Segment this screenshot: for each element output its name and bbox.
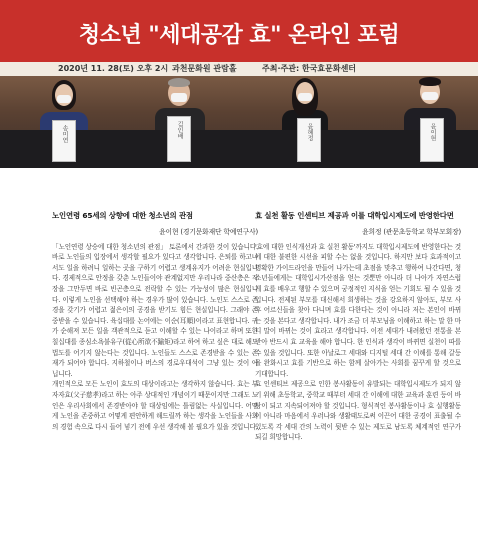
- forum-photo: [0, 0, 478, 168]
- nameplate-3: [297, 118, 321, 162]
- left-article-paragraph: 「노인연령 상승에 대한 청소년의 관점」 토론에서 간과한 것이 있습니다. 바로 노인들의 입장에서 생각할 필요가 있다고 생각합니다. 은퇴를 하고나서도 일을 하려니 일하는 곳을 구하기 어렵고 생계유지가 어려운 현실입니다. 경제적으로 안정을 갖춘 노인들이야 관계없지만 우리나라 중산층은 직장을 그만두면 바로 빈곤층으로 전락할 수 있는 가능성이 많은 현실입니다. 이렇게 노인을 선택해야 하는 경우가 많이 있습니다. 노인도 스스로 존경을 갖기가 어렵고 젊은이의 공경을 받기도 힘든 현실입니다. 그래야 존중받을 수 있습니다. 육십대를 논어에는 이순(耳順)이라고 표현합니다. 귀가 순해져 모든 일을 객관적으로 듣고 이해할 수 있는 나이라고 하며 또한 칠십대를 종심소욕불유구(從心所欲不踰矩)라고 하여 하고 싶은 대로 해도 법도를 어기지 않는다는 것입니다. 노인들도 스스로 존경받을 수 있는 존재가 되어야 합니다. 지하철이나 버스의 경로우대석이 그냥 있는 것이 아닙니다.: [52, 242, 258, 378]
- banner-subbar: [0, 62, 478, 76]
- event-venue: 과천문화원 관람홀: [172, 64, 237, 73]
- right-article-paragraph: 효 인센티브 제공으로 인한 봉사활동이 유발되는 대학입시제도가 되지 않기 위해 초등학교, 중학교 때부터 세대 간 이해에 대한 교육과 훈련 등이 바탕이 되고 지속되어져야 할 것입니다. 형식적인 봉사활동이나 효 실행활동이 아니라 마음에서 우러나와 생활태도로써 이끈어 대한 공경이 표출될 수 있도록 각 세대 간의 노력이 뒷받 수 있는 제도로 남도록 체계적인 연구가 되길 희망합니다.: [255, 380, 461, 442]
- nameplate-1: [52, 120, 76, 162]
- nameplate-3-text: 윤혜정: [306, 123, 313, 141]
- event-date: 2020년 11. 28(토) 오후 2시: [58, 64, 169, 73]
- right-article-title: 효 실천 활동 인센티브 제공과 이를 대학입시제도에 반영한다면: [255, 211, 454, 220]
- nameplate-4-text: 윤이현: [429, 123, 436, 141]
- forum-banner: [0, 0, 478, 62]
- event-host: 주최·주관: 한국효문화센터: [262, 64, 357, 73]
- left-article: [52, 210, 258, 432]
- right-article-byline: 윤희정 (관문초등학교 학부모회장): [362, 228, 461, 236]
- nameplate-2-text: 김인배: [176, 121, 183, 139]
- left-article-byline: 윤이현 (경기문화재단 학예연구사): [159, 228, 258, 236]
- left-article-title: 노인연령 65세의 상향에 대한 청소년의 관점: [52, 211, 193, 220]
- nameplate-2: [167, 116, 191, 162]
- banner-title: 청소년 "세대공감 효" 온라인 포럼: [78, 23, 400, 48]
- right-article-paragraph: '효에 대한 인식개선과 효 실천 활동'까지도 대학입시제도에 반영한다는 것에 대한 불편한 시선을 피할 수는 없을 것입니다. 하지만 보다 효과적이고 명확한 가이드라인을 만들어 나가는데 초점을 맞추고 행하여 나간다면, 청소년들에게는 대학입시가산점을 얻는 것뿐만 아니라 더 나아가 자연스럽게 효를 배우고 행할 수 있으며 궁정적인 지식을 얻는 기회도 될 수 있을 것입니다. 전제된 부모를 대신해서 희생하는 것을 강요하지 않아도, 부모 사후 어르신들을 찾아 다니며 효를 다한다는 것이 아니라 저는 본인이 바뀌는 것을 본다고 생각합니다. 내가 조금 더 부모님을 이해하고 하는 말 한 마디 말이 바뀌는 것이 효라고 생각합니다. 이전 세대가 내려왔던 전통을 본받아 반드시 효 교육을 해야 합니다. 한 인식과 생각이 바뀌면 실천이 따를 수 있을 것입니다. 또한 아날로그 세대와 디지털 세대 간 이해를 통해 갈등을 완화시고 효를 기반으로 하는 함께 살아가는 사회를 꿈꾸게 할 것으로 기대합니다.: [255, 242, 461, 378]
- nameplate-1-text: 송미연: [61, 125, 68, 143]
- left-article-paragraph: 개인적으로 모든 노인이 효도의 대상이라고는 생각하지 않습니다. 효는 부자자효(父子慈孝)라고 하는 아주 상대적인 개념이기 때문이지만 그래도 노인은 우리사회에서 존경받아야 할 대상임에는 틀림없는 사실입니다. 어떻게 노인을 존중하고 어떻게 편안하게 해드릴까 하는 생각을 노인들을 사회의 경험 속으로 다시 들어 넣기 전에 우선 생각해 볼 필요가 있을 것입니다.: [52, 380, 258, 431]
- nameplate-4: [420, 118, 444, 162]
- right-article: [255, 210, 461, 443]
